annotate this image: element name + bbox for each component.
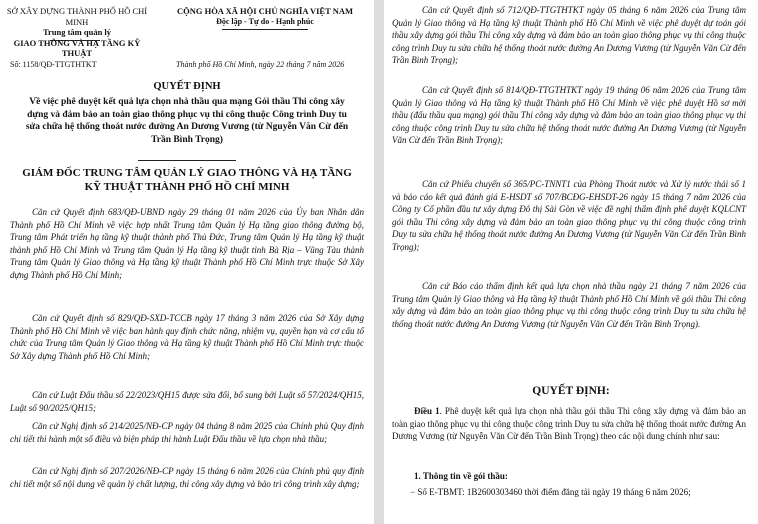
- org-underline: [50, 40, 100, 41]
- page-divider: [374, 0, 384, 524]
- legal-basis-paragraph: Căn cứ Nghị định số 207/2026/NĐ-CP ngày 15 tháng 6 năm 2026 của Chính phủ quy định chi tiết một số nội dung về quản lý chất lượng, thi công xây dựng và bảo trì công trình xây dựng;: [10, 466, 364, 489]
- document-page-left: [0, 0, 374, 524]
- document-header: [0, 6, 374, 76]
- legal-basis-paragraph: Căn cứ Phiếu chuyển số 365/PC-TNNT1 của Phòng Thoát nước và Xử lý nước thải số 1 và báo cáo kết quả đánh giá E-HSDT số 707/BCĐG-EHSDT-26 ngày 15 tháng 7 năm 2026 của Công ty Cổ phần đầu tư xây dựng Đô thị Sài Gòn về việc đề nghị thẩm định phê duyệt KQLCNT gói thầu Thi công xây dựng và đảm bảo an toàn giao thông phục vụ thi công thuộc công trình Duy tu sửa chữa hệ thống thoát nước đường An Dương Vương (từ Nguyễn Văn Cừ đến Trần Bình Trọng);: [392, 179, 746, 252]
- nation-name: CỘNG HÒA XÃ HỘI CHỦ NGHĨA VIỆT NAM: [176, 6, 354, 16]
- legal-basis-paragraph: Căn cứ Quyết định 683/QĐ-UBND ngày 29 tháng 01 năm 2026 của Ủy ban Nhân dân Thành phố Hồ Chí Minh về việc hợp nhất Trung tâm Quản lý Hạ tầng giao thông đường bộ, Trung tâm Phát triển hạ tầng kỹ thuật thành phố Thủ Đức, Trung tâm Quản lý Hạ tầng kỹ thuật thành phố Hồ Chí Minh và Trung tâm Quản lý Hạ tầng kỹ thuật tỉnh Bà Rịa – Vũng Tàu thành Trung tâm Quản lý Giao thông và Hạ tầng kỹ thuật Thành phố Hồ Chí Minh trực thuộc Sở Xây dựng Thành phố Hồ Chí Minh;: [10, 207, 364, 280]
- legal-basis-paragraph: Căn cứ Quyết định số 829/QĐ-SXD-TCCB ngày 17 tháng 3 năm 2026 của Sở Xây dựng Thành phố Hồ Chí Minh về việc ban hành quy định chức năng, nhiệm vụ, quyền hạn và cơ cấu tổ chức của Trung tâm Quản lý Giao thông và Hạ tầng kỹ thuật Thành phố Hồ Chí Minh trực thuộc Sở Xây dựng Thành phố Hồ Chí Minh;: [10, 313, 364, 361]
- legal-basis-paragraph: Căn cứ Nghị định số 214/2025/NĐ-CP ngày 04 tháng 8 năm 2025 của Chính phủ Quy định chi tiết thi hành một số điều và biện pháp thi hành Luật Đấu thầu về lựa chọn nhà thầu;: [10, 421, 364, 444]
- legal-basis-paragraph: Căn cứ Quyết định số 712/QĐ-TTGTHTKT ngày 05 tháng 6 năm 2026 của Trung tâm Quản lý Giao thông và Hạ tầng kỹ thuật Thành phố Hồ Chí Minh về việc phê duyệt dự toán gói thầu xây dựng gói thầu Thi công xây dựng và đảm bảo an toàn giao thông phục vụ thi công thuộc công trình Duy tu sửa chữa hệ thống thoát nước đường An Dương Vương (từ Nguyễn Văn Cừ đến Trần Bình Trọng);: [392, 5, 746, 66]
- section-1-heading: 1. Thông tin về gói thầu:: [414, 471, 508, 481]
- national-header: [158, 6, 372, 27]
- org-parent: SỞ XÂY DỰNG THÀNH PHỐ HỒ CHÍ MINH: [6, 6, 148, 27]
- document-number: Số: 1158/QĐ-TTGTHTKT: [10, 60, 97, 69]
- org-name-line2: GIAO THÔNG VÀ HẠ TẦNG KỸ THUẬT: [13, 37, 141, 58]
- tender-notice-item: − Số E-TBMT: 1B2600303460 thời điểm đăng tải ngày 19 tháng 6 năm 2026;: [410, 487, 691, 497]
- subject-underline: [138, 160, 236, 161]
- motto-underline: [222, 29, 308, 30]
- issuing-authority: GIÁM ĐỐC TRUNG TÂM QUẢN LÝ GIAO THÔNG VÀ HẠ TẦNG KỸ THUẬT THÀNH PHỐ HỒ CHÍ MINH: [22, 167, 352, 193]
- national-motto: Độc lập - Tự do - Hạnh phúc: [216, 16, 314, 26]
- decision-title: QUYẾT ĐỊNH: [153, 81, 221, 92]
- decision-subject: Về việc phê duyệt kết quả lựa chọn nhà thầu qua mạng Gói thầu Thi công xây dựng và đảm bảo an toàn giao thông phục vụ thi công thuộc Công trình Duy tu sửa chữa hệ thống thoát nước đường An Dương Vương (từ Nguyễn Văn Cừ đến Trần Bình Trọng): [25, 97, 349, 145]
- decision-heading: QUYẾT ĐỊNH:: [532, 385, 610, 397]
- legal-basis-paragraph: Căn cứ Luật Đấu thầu số 22/2023/QH15 được sửa đổi, bổ sung bởi Luật số 57/2024/QH15, Luật số 90/2025/QH15;: [10, 390, 364, 413]
- article-1-text: . Phê duyệt kết quả lựa chọn nhà thầu gói thầu Thi công xây dựng và đảm bảo an toàn giao thông phục vụ thi công thuộc công trình Duy tu sửa chữa hệ thống thoát nước đường An Dương Vương (từ Nguyễn Văn Cừ đến Trần Bình Trọng) theo các nội dung chính như sau:: [392, 406, 746, 442]
- document-page-right: [384, 0, 758, 524]
- legal-basis-paragraph: Căn cứ Báo cáo thẩm định kết quả lựa chọn nhà thầu ngày 21 tháng 7 năm 2026 của Trung tâm Quản lý Giao thông và Hạ tầng kỹ thuật Thành phố Hồ Chí Minh về gói thầu Thi công xây dựng và đảm bảo an toàn giao thông phục vụ thi công thuộc công trình Duy tu sửa chữa hệ thống thoát nước đường An Dương Vương (từ Nguyễn Văn Cừ đến Trần Bình Trọng).: [392, 281, 746, 329]
- legal-basis-paragraph: Căn cứ Quyết định số 814/QĐ-TTGTHTKT ngày 19 tháng 06 năm 2026 của Trung tâm Quản lý Giao thông và Hạ tầng kỹ thuật Thành phố Hồ Chí Minh về việc phê duyệt Hồ sơ mời thầu (đấu thầu qua mạng) gói thầu Thi công xây dựng và đảm bảo an toàn giao thông phục vụ thi công thuộc công trình Duy tu sửa chữa hệ thống thoát nước đường An Dương Vương (từ Nguyễn Văn Cừ đến Trần Bình Trọng);: [392, 85, 746, 146]
- place-and-date: Thành phố Hồ Chí Minh, ngày 22 tháng 7 năm 2026: [176, 60, 345, 69]
- article-1: [392, 405, 746, 443]
- article-1-label: Điều 1: [414, 406, 440, 416]
- org-name-line1: Trung tâm quản lý: [42, 27, 112, 37]
- issuing-organization: [2, 6, 152, 59]
